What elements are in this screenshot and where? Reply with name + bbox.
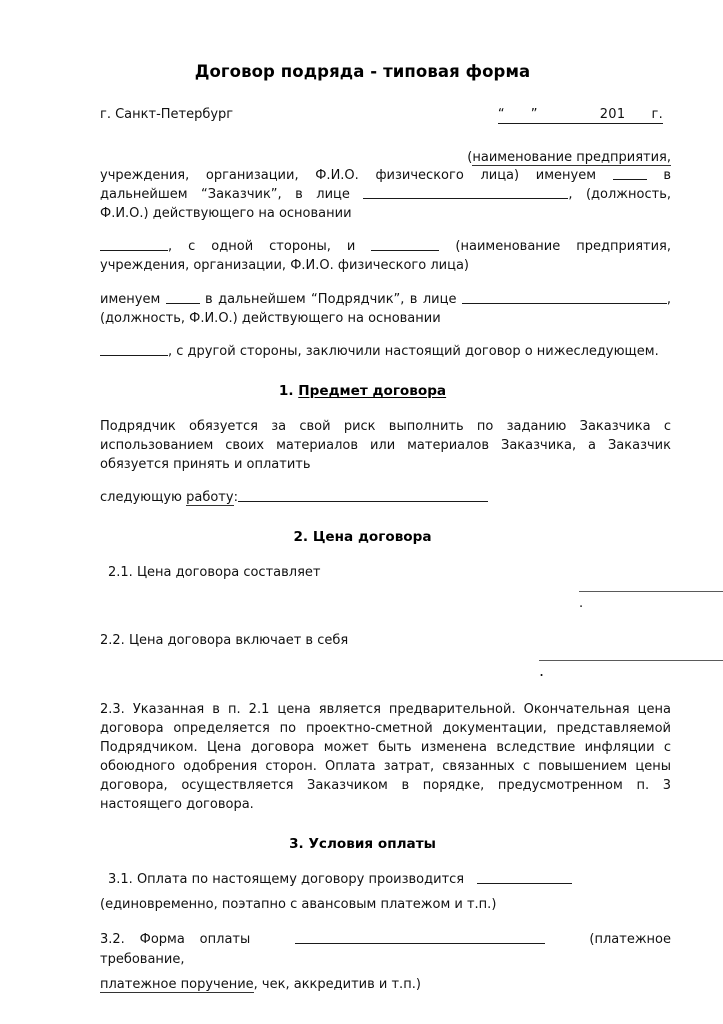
clause-3-2-line-1: 3.2. Форма оплаты (платежное требование, — [100, 932, 672, 967]
section-3-number: 3. — [289, 836, 304, 853]
contractor-basis-blank[interactable] — [100, 343, 168, 356]
preamble-paragraph-2: , с одной стороны, и (наименование предприятия, учреждения, организации, Ф.И.О. физического лица) — [100, 239, 671, 274]
customer-name-hint: (наименование предприятия, — [467, 150, 671, 165]
date-year-prefix: 201 — [599, 107, 626, 122]
contractor-designation-blank[interactable] — [166, 291, 200, 304]
section-3-title: Условия оплаты — [308, 836, 436, 853]
contractor-name-blank[interactable] — [371, 238, 439, 251]
clause-3-1-line-1: 3.1. Оплата по настоящему договору производится — [100, 870, 671, 889]
section-1-body: Подрядчик обязуется за свой риск выполнить по заданию Заказчика с использованием своих материалов или материалов Заказчика, а Заказчик обязуется принять и оплатить — [100, 418, 671, 473]
city-and-date-row — [100, 107, 671, 124]
customer-basis-blank[interactable] — [100, 238, 168, 251]
clause-2-2-period: . — [539, 660, 545, 680]
preamble-paragraph-4: , с другой стороны, заключили настоящий договор о нижеследующем. — [100, 342, 671, 361]
date-quote-close: ” — [530, 107, 538, 122]
clause-2-1-price-blank[interactable] — [579, 591, 723, 592]
section-heading-2 — [100, 529, 671, 545]
customer-designation-blank[interactable] — [613, 167, 647, 180]
clause-2-3-text: 2.3. Указанная в п. 2.1 цена является предварительной. Окончательная цена договора определяется по проектно-сметной документации, представляемой Подрядчиком. Цена договора может быть изменена вследствие инфляции с обоюдного одобрения сторон. Оплата затрат, связанных с повышением цены договора, осуществляется Заказчиком в порядке, предусмотренном п. 3 настоящего договора. — [100, 701, 671, 813]
customer-representative-blank[interactable] — [363, 186, 568, 199]
page-title: Договор подряда - типовая форма — [194, 62, 531, 81]
date-blank-line[interactable] — [498, 107, 663, 124]
work-word-underlined: работу — [186, 490, 234, 506]
city-label: г. Санкт-Петербург — [100, 107, 234, 122]
preamble-paragraph-1: учреждения, организации, Ф.И.О. физического лица) именуем в дальнейшем “Заказчик”, в лице , (должность, Ф.И.О.) действующего на основании — [100, 168, 672, 222]
section-1-title: Предмет договора — [298, 382, 447, 399]
payment-order-blank[interactable] — [477, 871, 572, 884]
clause-2-1-text: 2.1. Цена договора составляет — [108, 565, 321, 581]
work-description-blank[interactable] — [238, 489, 488, 502]
section-1-number: 1. — [278, 382, 294, 399]
customer-name-hint-underlined: наименование предприятия, — [472, 150, 671, 165]
section-2-number: 2. — [293, 529, 309, 546]
section-heading-1 — [100, 383, 671, 399]
party-name-line-row — [100, 150, 671, 165]
date-year-suffix: г. — [651, 107, 663, 122]
clause-3-1-line-2: (единовременно, поэтапно с авансовым платежом и т.п.) — [100, 897, 497, 913]
clause-3-2-line-2: платежное поручение, чек, аккредитив и т.п.) — [100, 976, 421, 992]
contractor-representative-blank[interactable] — [462, 291, 667, 304]
section-2-title: Цена договора — [312, 529, 432, 546]
payment-form-blank[interactable] — [295, 931, 545, 944]
clause-2-2-inclusions-blank[interactable] — [539, 660, 723, 661]
clause-2-2-text: 2.2. Цена договора включает в себя — [100, 633, 349, 649]
section-heading-3 — [100, 836, 671, 852]
clause-2-1-fill-row — [100, 591, 671, 611]
clause-2-2-fill-row — [100, 660, 671, 680]
preamble-paragraph-3: именуем в дальнейшем “Подрядчик”, в лице , (должность, Ф.И.О.) действующего на основании — [100, 291, 671, 326]
payment-order-term-underlined: платежное поручение — [100, 976, 254, 992]
section-1-body-last-line: следующую работу: — [100, 488, 671, 507]
date-quote-open: “ — [497, 107, 505, 122]
clause-2-1-period: . — [579, 596, 584, 612]
